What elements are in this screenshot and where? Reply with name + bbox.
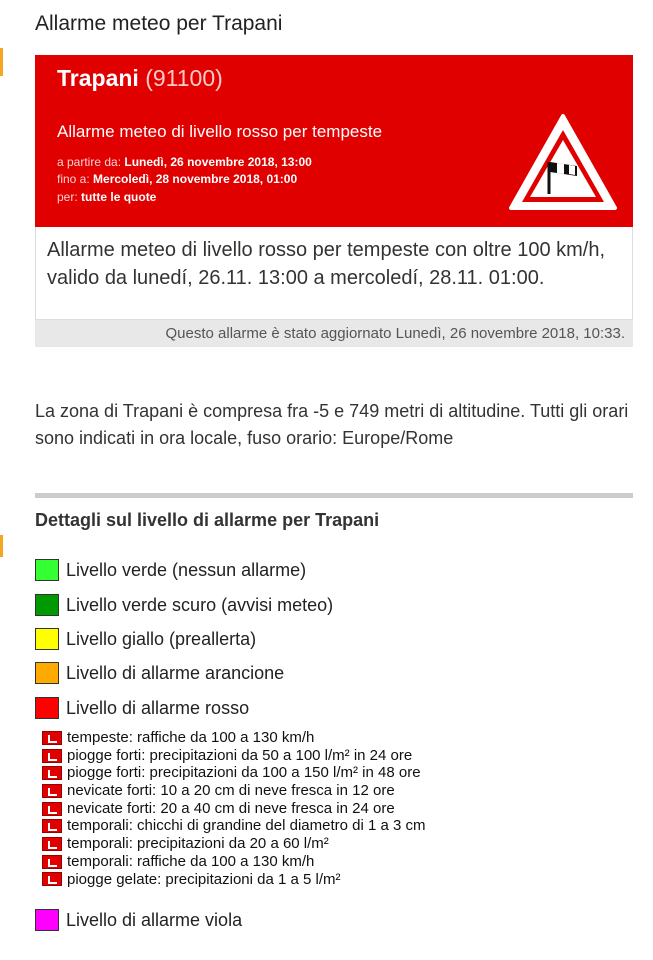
thunderstorm-icon — [42, 855, 62, 869]
detail-text: temporali: chicchi di grandine del diametro di 1 a 3 cm — [67, 817, 426, 835]
level-red-label: Livello di allarme rosso — [66, 697, 250, 718]
alert-location — [57, 65, 223, 92]
level-red-swatch — [35, 697, 59, 719]
alert-card — [35, 55, 633, 347]
alert-banner — [35, 55, 633, 227]
city-name: Trapani — [57, 65, 139, 91]
level-violet-label: Livello di allarme viola — [66, 909, 243, 930]
to-label: fino a: — [57, 172, 90, 186]
level-green-label: Livello verde (nessun allarme) — [66, 559, 307, 580]
list-item — [42, 800, 426, 818]
level-yellow — [35, 628, 256, 650]
to-value: Mercoledì, 28 novembre 2018, 01:00 — [93, 172, 298, 186]
thunderstorm-icon — [42, 819, 62, 833]
page-edge-marker — [0, 48, 3, 76]
detail-text: temporali: precipitazioni da 20 a 60 l/m² — [67, 835, 329, 853]
from-value: Lunedì, 26 novembre 2018, 13:00 — [124, 155, 312, 169]
alert-updated-note: Questo allarme è stato aggiornato Lunedì, 26 novembre 2018, 10:33. — [35, 320, 633, 347]
snow-icon — [42, 802, 62, 816]
list-item — [42, 782, 426, 800]
alert-to — [57, 171, 297, 188]
list-item — [42, 747, 426, 765]
windsock-warning-icon — [505, 110, 621, 214]
alert-from — [57, 154, 312, 171]
page-title: Allarme meteo per Trapani — [35, 12, 283, 35]
alert-headline: Allarme meteo di livello rosso per tempeste — [57, 122, 383, 141]
section-divider — [35, 493, 633, 498]
alert-description: Allarme meteo di livello rosso per tempeste con oltre 100 km/h, valido da lunedí, 26.11. 13:00 a mercoledí, 28.11. 01:00. — [35, 227, 633, 320]
detail-text: nevicate forti: 20 a 40 cm di neve fresca in 24 ore — [67, 799, 395, 817]
alert-altitude — [57, 189, 156, 206]
for-value: tutte le quote — [81, 190, 157, 204]
list-item — [42, 817, 426, 835]
red-level-details — [42, 729, 426, 888]
thunderstorm-icon — [42, 837, 62, 851]
rain-icon — [42, 766, 62, 780]
level-green — [35, 559, 306, 581]
list-item — [42, 835, 426, 853]
list-item — [42, 729, 426, 747]
level-dark-green — [35, 594, 333, 616]
level-yellow-swatch — [35, 628, 59, 650]
detail-text: temporali: raffiche da 100 a 130 km/h — [67, 852, 315, 870]
list-item — [42, 853, 426, 871]
detail-text: piogge gelate: precipitazioni da 1 a 5 l/m² — [67, 870, 341, 888]
level-red — [35, 697, 249, 719]
details-title: Dettagli sul livello di allarme per Trapani — [35, 510, 380, 530]
level-yellow-label: Livello giallo (preallerta) — [66, 628, 257, 649]
detail-text: nevicate forti: 10 a 20 cm di neve fresca in 12 ore — [67, 782, 395, 800]
level-green-swatch — [35, 559, 59, 581]
page-edge-marker — [0, 535, 3, 557]
level-violet-swatch — [35, 909, 59, 931]
list-item — [42, 764, 426, 782]
level-dark-green-label: Livello verde scuro (avvisi meteo) — [66, 594, 334, 615]
level-violet — [35, 909, 242, 931]
level-orange — [35, 662, 284, 684]
for-label: per: — [57, 190, 78, 204]
level-orange-label: Livello di allarme arancione — [66, 662, 285, 683]
rain-icon — [42, 749, 62, 763]
list-item — [42, 871, 426, 889]
level-dark-green-swatch — [35, 594, 59, 616]
detail-text: piogge forti: precipitazioni da 50 a 100 l/m² in 24 ore — [67, 746, 413, 764]
postal-code: (91100) — [145, 65, 223, 91]
detail-text: tempeste: raffiche da 100 a 130 km/h — [67, 729, 315, 746]
detail-text: piogge forti: precipitazioni da 100 a 150 l/m² in 48 ore — [67, 764, 421, 782]
zone-info: La zona di Trapani è compresa fra -5 e 749 metri di altitudine. Tutti gli orari sono indicati in ora locale, fuso orario: Europe/Rome — [35, 401, 629, 448]
level-orange-swatch — [35, 662, 59, 684]
freezing-rain-icon — [42, 872, 62, 886]
snow-icon — [42, 784, 62, 798]
storm-icon — [42, 731, 62, 745]
from-label: a partire da: — [57, 155, 122, 169]
